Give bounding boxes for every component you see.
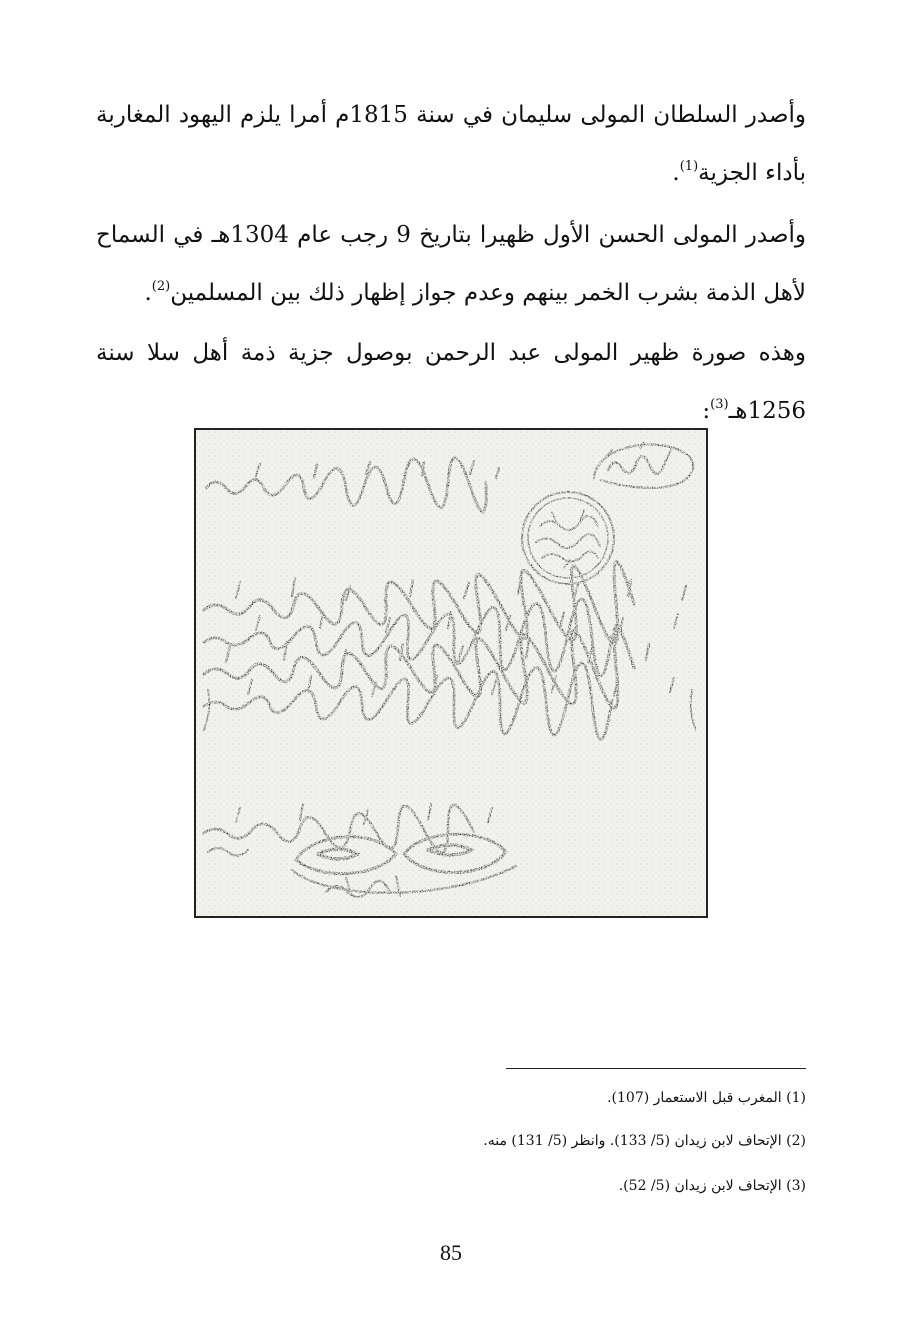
footnote-2: (2) الإتحاف لابن زيدان (5/ 133). وانظر (5/ 131) منه. <box>483 1133 806 1149</box>
footnote-ref-1[interactable]: (1) <box>679 159 699 174</box>
footnote-3: (3) الإتحاف لابن زيدان (5/ 52). <box>618 1178 806 1194</box>
paragraph-2-text: وأصدر المولى الحسن الأول ظهيرا بتاريخ 9 رجب عام 1304هـ في السماح لأهل الذمة بشرب الخمر بينهم وعدم جواز إظهار ذلك بين المسلمين <box>96 222 806 306</box>
page-number: 85 <box>440 1240 462 1265</box>
paragraph-2-end: . <box>144 280 152 306</box>
decree-image <box>194 428 708 918</box>
paragraph-3-end: : <box>702 398 711 424</box>
paragraph-1-end: . <box>672 160 680 186</box>
footnote-ref-2[interactable]: (2) <box>151 279 171 294</box>
paragraph-2 <box>96 206 806 322</box>
paragraph-3-text: وهذه صورة ظهير المولى عبد الرحمن بوصول جزية ذمة أهل سلا سنة 1256هـ <box>96 340 806 424</box>
footnote-1: (1) المغرب قبل الاستعمار (107). <box>607 1090 806 1106</box>
paragraph-1 <box>96 86 806 202</box>
decree-scan-graphic <box>196 430 706 916</box>
paragraph-1-text: وأصدر السلطان المولى سليمان في سنة 1815م أمرا يلزم اليهود المغاربة بأداء الجزية <box>96 102 806 186</box>
footnote-separator <box>506 1068 806 1069</box>
footnote-ref-3[interactable]: (3) <box>710 397 729 412</box>
paragraph-3 <box>96 324 806 440</box>
